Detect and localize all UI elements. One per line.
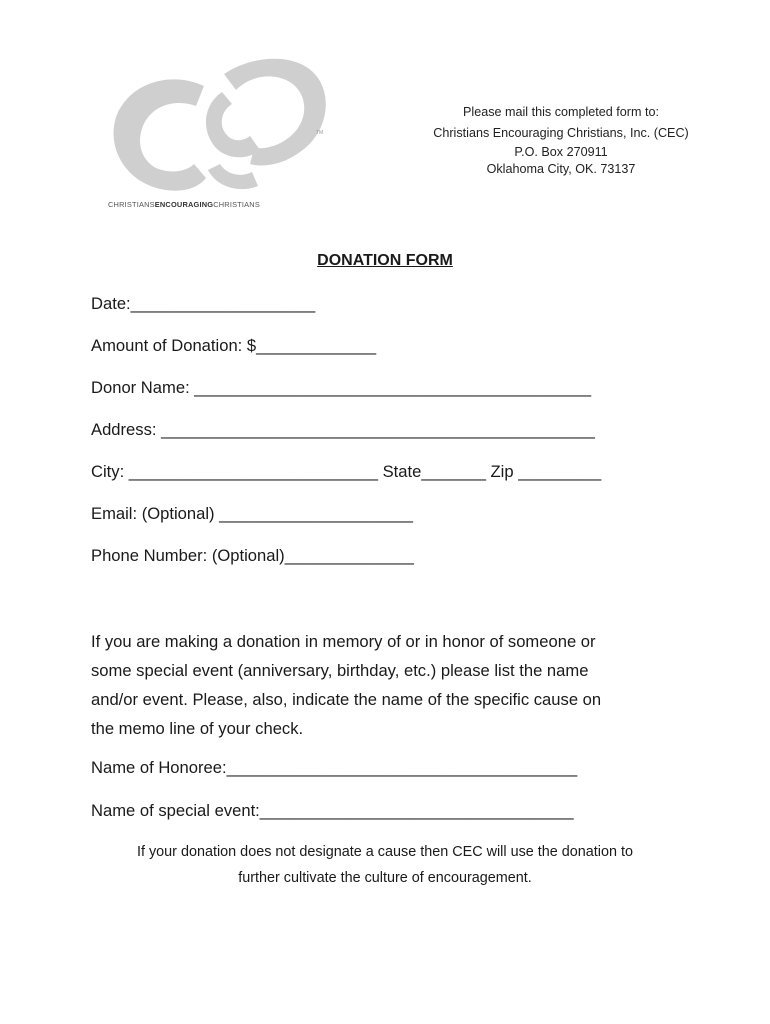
city-state-zip-field[interactable]: City: ___________________________ State_______ Zip _________ bbox=[91, 462, 602, 481]
memorial-instructions bbox=[91, 627, 711, 743]
mailing-address bbox=[400, 102, 722, 178]
honoree-field[interactable]: Name of Honoree:______________________________________ bbox=[91, 758, 578, 777]
email-field[interactable]: Email: (Optional) _____________________ bbox=[91, 504, 413, 523]
note-line: further cultivate the culture of encouragement. bbox=[238, 869, 532, 886]
form-title: DONATION FORM bbox=[317, 252, 453, 269]
mail-po-box: P.O. Box 270911 bbox=[514, 145, 608, 159]
designation-note bbox=[0, 840, 770, 891]
memorial-line: and/or event. Please, also, indicate the name of the specific cause on bbox=[91, 690, 602, 709]
date-field[interactable]: Date:____________________ bbox=[91, 294, 316, 313]
phone-field[interactable]: Phone Number: (Optional)______________ bbox=[91, 546, 414, 565]
memorial-line: If you are making a donation in memory of or in honor of someone or bbox=[91, 632, 596, 651]
cec-logo bbox=[104, 52, 336, 212]
mail-organization: Christians Encouraging Christians, Inc. (CEC) bbox=[433, 126, 689, 140]
mail-city: Oklahoma City, OK. 73137 bbox=[486, 162, 636, 176]
donor-name-field[interactable]: Donor Name: ___________________________________________ bbox=[91, 378, 592, 397]
mail-instruction: Please mail this completed form to: bbox=[463, 105, 659, 119]
logo-wordmark: CHRISTIANSENCOURAGINGCHRISTIANS bbox=[108, 200, 260, 209]
special-event-field[interactable]: Name of special event:__________________________________ bbox=[91, 801, 574, 820]
note-line: If your donation does not designate a cause then CEC will use the donation to bbox=[136, 844, 633, 860]
cec-logo-icon bbox=[104, 52, 336, 202]
memorial-line: some special event (anniversary, birthday, etc.) please list the name bbox=[91, 661, 589, 680]
memorial-line: the memo line of your check. bbox=[91, 719, 304, 738]
amount-field[interactable]: Amount of Donation: $_____________ bbox=[91, 336, 377, 355]
svg-text:TM: TM bbox=[316, 130, 324, 136]
address-field[interactable]: Address: _______________________________________________ bbox=[91, 420, 595, 439]
